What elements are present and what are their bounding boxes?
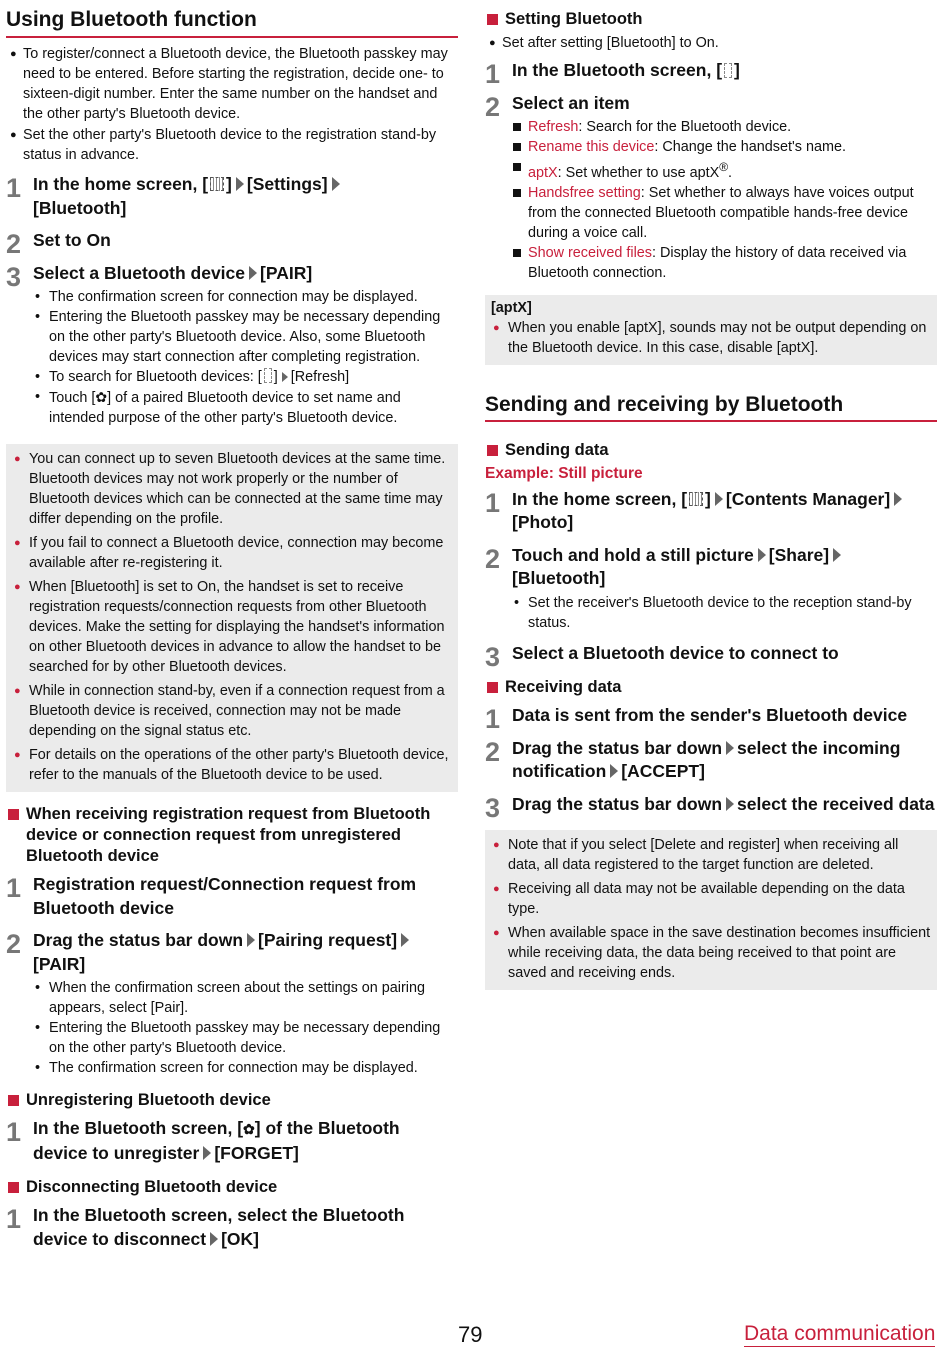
note-item: ● When available space in the save destination becomes insufficient while receiving data, the data being received to that point are saved and receiving ends. bbox=[493, 925, 931, 982]
square-bullet-icon bbox=[513, 143, 521, 151]
step-2: 2 Drag the status bar down [Pairing request] [PAIR] bbox=[6, 929, 458, 976]
note-item: ● You can connect up to seven Bluetooth devices at the same time. Bluetooth devices may not work properly or the number of Bluetooth devices which can be connected at the same time may differ depending on the profile. bbox=[14, 451, 446, 527]
bullet-icon: ● bbox=[493, 883, 500, 896]
bullet-icon: ● bbox=[14, 453, 21, 465]
step-number: 3 bbox=[6, 261, 22, 292]
more-options-icon bbox=[724, 63, 732, 78]
step-number: 1 bbox=[6, 1204, 22, 1234]
list-item: • Touch [✿] of a paired Bluetooth device to set name and intended purpose of the other party's Bluetooth device. bbox=[35, 389, 401, 426]
arrow-right-icon bbox=[726, 741, 734, 755]
list-item: ● To register/connect a Bluetooth device, the Bluetooth passkey may need to be entered. Before starting the registration, decide one- to sixteen-digit number. Enter the same number on the handset and the other party's Bluetooth device. bbox=[10, 46, 448, 122]
square-bullet-icon bbox=[513, 163, 521, 171]
note-item: ● Receiving all data may not be available depending on the data type. bbox=[493, 881, 905, 918]
step-number: 2 bbox=[6, 229, 22, 259]
bullet-icon: ● bbox=[10, 129, 17, 141]
arrow-right-icon bbox=[758, 548, 766, 562]
list-item: • The confirmation screen for connection may be displayed. bbox=[35, 1060, 418, 1076]
step-number: 1 bbox=[6, 173, 22, 203]
square-marker-icon bbox=[8, 1182, 19, 1193]
intro-bullets bbox=[6, 44, 458, 165]
bullet-icon: • bbox=[35, 1060, 41, 1076]
step-2: 2 Touch and hold a still picture [Share] [Bluetooth] bbox=[485, 544, 937, 591]
bullet-icon: ● bbox=[493, 321, 500, 334]
square-marker-icon bbox=[487, 445, 498, 456]
arrow-right-icon bbox=[332, 177, 340, 191]
right-column bbox=[485, 0, 937, 990]
step-1: 1 In the home screen, [ ] [Contents Manager] [Photo] bbox=[485, 488, 937, 535]
list-item: • Entering the Bluetooth passkey may be necessary depending on the other party's Bluetooth device. bbox=[35, 1020, 441, 1056]
step-number: 1 bbox=[6, 873, 22, 903]
list-item: • Entering the Bluetooth passkey may be necessary depending on the other party's Bluetooth device. Also, some Bluetooth devices may start connection after completing registration. bbox=[35, 309, 441, 365]
note-item: ● Note that if you select [Delete and register] when receiving all data, all data registered to the target function are deleted. bbox=[493, 837, 899, 874]
bullet-icon: • bbox=[35, 980, 41, 996]
list-item: • Set the receiver's Bluetooth device to the reception stand-by status. bbox=[514, 594, 912, 631]
arrow-right-icon bbox=[203, 1146, 211, 1160]
step-2: 2 Select an item bbox=[485, 91, 630, 122]
section-link[interactable]: Data communication bbox=[744, 1322, 936, 1345]
arrow-right-icon bbox=[610, 764, 618, 778]
step-1: 1 In the Bluetooth screen, [ ] bbox=[485, 59, 740, 89]
gear-icon: ✿ bbox=[95, 389, 108, 405]
subheading: Receiving data bbox=[485, 677, 937, 698]
arrow-right-icon bbox=[247, 933, 255, 947]
left-column bbox=[6, 0, 458, 1251]
step-number: 1 bbox=[6, 1117, 22, 1147]
step-number: 1 bbox=[485, 487, 501, 518]
apps-icon bbox=[210, 177, 224, 191]
list-item: Handsfree setting: Set whether to always have voices output from the connected Bluetooth compatible hands-free device during a voice call. bbox=[485, 183, 937, 243]
square-bullet-icon bbox=[513, 249, 521, 257]
step-number: 2 bbox=[485, 91, 501, 122]
page-number: 79 bbox=[458, 1322, 483, 1347]
subheading: Unregistering Bluetooth device bbox=[6, 1090, 458, 1111]
arrow-right-icon bbox=[210, 1232, 218, 1246]
square-marker-icon bbox=[8, 809, 19, 820]
note-item: ● If you fail to connect a Bluetooth device, connection may become available after re-registering it. bbox=[14, 535, 444, 571]
bullet-icon: ● bbox=[14, 685, 21, 697]
list-item: Rename this device: Change the handset's name. bbox=[485, 137, 937, 157]
bullet-icon: ● bbox=[493, 839, 500, 852]
bullet-icon: • bbox=[35, 309, 41, 325]
step-number: 2 bbox=[6, 929, 22, 959]
step-number: 3 bbox=[485, 641, 501, 672]
step-1: 1 In the home screen, [ ] [Settings] [Bluetooth] bbox=[6, 173, 458, 220]
aptx-note-box: [aptX] ● When you enable [aptX], sounds may not be output depending on the Bluetooth device. In this case, disable [aptX]. bbox=[485, 295, 937, 365]
list-item: ● Set the other party's Bluetooth device to the registration stand-by status in advance. bbox=[10, 127, 437, 163]
list-item: • The confirmation screen for connection may be displayed. bbox=[35, 289, 418, 305]
list-item: • When the confirmation screen about the settings on pairing appears, select [Pair]. bbox=[35, 980, 425, 1016]
note-box bbox=[6, 444, 458, 792]
note-item: ● For details on the operations of the other party's Bluetooth device, refer to the manuals of the Bluetooth device to be used. bbox=[14, 747, 449, 783]
list-item: Refresh: Search for the Bluetooth device. bbox=[485, 117, 937, 137]
bullet-icon: ● bbox=[14, 749, 21, 761]
step-number: 1 bbox=[485, 704, 501, 735]
bullet-icon: • bbox=[35, 369, 41, 385]
arrow-right-icon bbox=[282, 372, 288, 382]
arrow-right-icon bbox=[894, 492, 902, 506]
arrow-right-icon bbox=[726, 797, 734, 811]
bullet-icon: • bbox=[35, 389, 41, 405]
list-item: • To search for Bluetooth devices: [ ] [Refresh] bbox=[35, 369, 350, 385]
note-item: ● When [Bluetooth] is set to On, the handset is set to receive registration requests/connection requests from other Bluetooth devices. Make the setting for displaying the handset's information on other Bluetooth devices in advance to allow the handset to be searched for by other Bluetooth devices. bbox=[14, 579, 445, 675]
step-3: 3 Select a Bluetooth device to connect to bbox=[485, 641, 839, 672]
step-3: 3 Select a Bluetooth device [PAIR] bbox=[6, 261, 313, 292]
arrow-right-icon bbox=[715, 492, 723, 506]
note-box bbox=[485, 830, 937, 990]
bullet-icon: ● bbox=[493, 927, 500, 940]
list-item: ● Set after setting [Bluetooth] to On. bbox=[489, 35, 719, 51]
step-1: 1 Registration request/Connection request from Bluetooth device bbox=[6, 873, 417, 918]
step-1: 1 In the Bluetooth screen, [✿] of the Bluetooth device to unregister [FORGET] bbox=[6, 1117, 400, 1163]
square-bullet-icon bbox=[513, 123, 521, 131]
bullet-icon: ● bbox=[10, 48, 17, 60]
note-item: ● While in connection stand-by, even if a connection request from a Bluetooth device is received, connection may not be made depending on the signal status etc. bbox=[14, 683, 445, 739]
gear-icon: ✿ bbox=[243, 1121, 255, 1137]
step-2: 2 Drag the status bar down select the incoming notification [ACCEPT] bbox=[485, 736, 901, 782]
step-number: 1 bbox=[485, 59, 501, 89]
square-bullet-icon bbox=[513, 189, 521, 197]
arrow-right-icon bbox=[401, 933, 409, 947]
step-number: 3 bbox=[485, 792, 501, 823]
bullet-icon: • bbox=[35, 289, 41, 305]
apps-icon bbox=[689, 492, 703, 506]
bullet-icon: ● bbox=[14, 537, 21, 549]
section-title: Using Bluetooth function bbox=[6, 0, 458, 38]
subheading: Disconnecting Bluetooth device bbox=[6, 1177, 458, 1198]
step-3: 3 Drag the status bar down select the received data bbox=[485, 792, 935, 823]
bullet-icon: ● bbox=[14, 581, 21, 593]
list-item: aptX: Set whether to use aptX®. bbox=[485, 157, 937, 183]
section-title: Sending and receiving by Bluetooth bbox=[485, 385, 937, 422]
step-2: 2 Set to On bbox=[6, 229, 111, 259]
bullet-icon: • bbox=[35, 1020, 41, 1036]
step-number: 2 bbox=[485, 543, 501, 574]
list-item: Show received files: Display the history of data received via Bluetooth connection. bbox=[485, 243, 937, 283]
square-marker-icon bbox=[487, 14, 498, 25]
step-1: 1 In the Bluetooth screen, select the Bluetooth device to disconnect [OK] bbox=[6, 1204, 405, 1249]
square-marker-icon bbox=[487, 682, 498, 693]
subheading: When receiving registration request from Bluetooth device or connection request from unregistered Bluetooth device bbox=[6, 804, 458, 867]
arrow-right-icon bbox=[833, 548, 841, 562]
subheading: Sending data bbox=[485, 440, 937, 461]
example-label: Example: Still picture bbox=[485, 464, 643, 482]
bullet-icon: • bbox=[514, 594, 520, 611]
step-number: 2 bbox=[485, 736, 501, 767]
more-options-icon bbox=[264, 368, 272, 383]
arrow-right-icon bbox=[236, 177, 244, 191]
subheading: Setting Bluetooth bbox=[485, 9, 937, 30]
square-marker-icon bbox=[8, 1095, 19, 1106]
step-1: 1 Data is sent from the sender's Bluetooth device bbox=[485, 704, 908, 735]
bullet-icon: ● bbox=[489, 37, 496, 49]
arrow-right-icon bbox=[249, 266, 257, 280]
note-item: ● When you enable [aptX], sounds may not be output depending on the Bluetooth device. In this case, disable [aptX]. bbox=[493, 319, 927, 356]
